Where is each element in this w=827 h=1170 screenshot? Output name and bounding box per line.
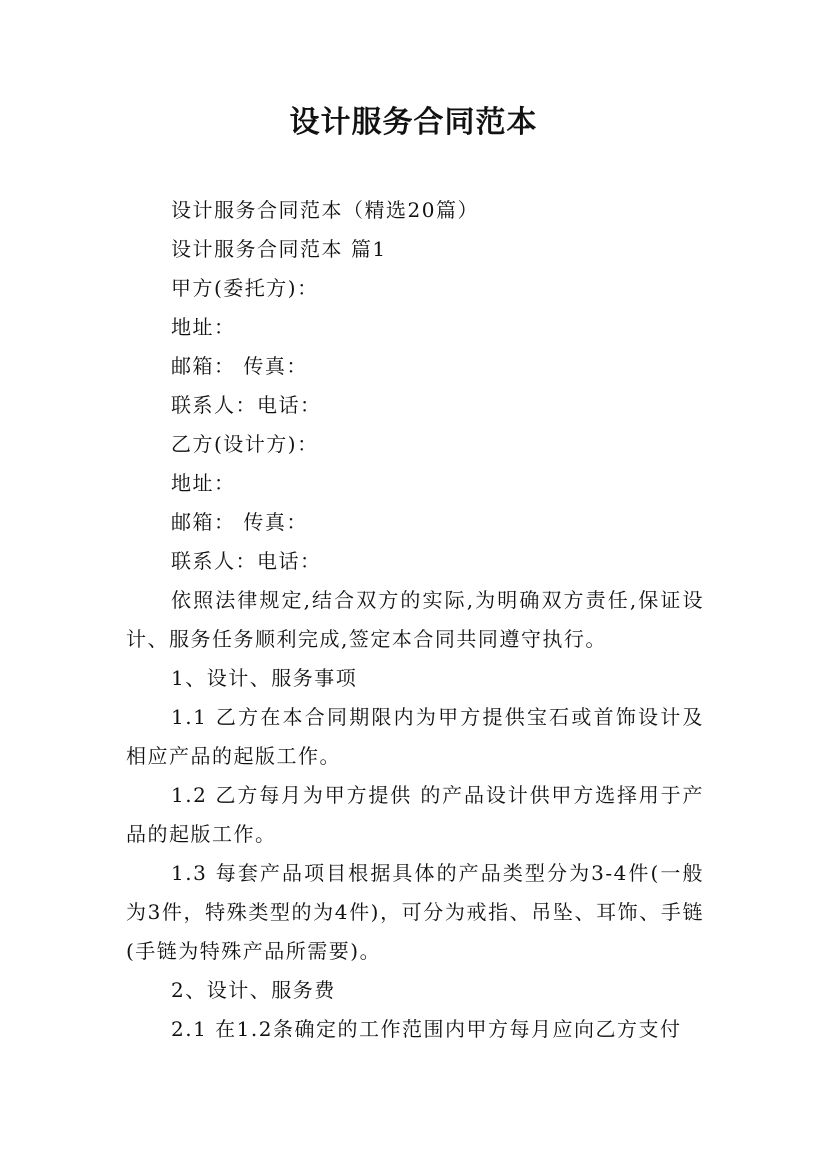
party-b-email-fax: 邮箱： 传真：: [171, 510, 308, 534]
document-body: [126, 191, 704, 1049]
clause-1-2: 1.2 乙方每月为甲方提供 的产品设计供甲方选择用于产品的起版工作。: [126, 783, 704, 846]
party-a-contact-phone: 联系人：电话：: [171, 393, 322, 417]
party-b-contact-phone: 联系人：电话：: [171, 549, 322, 573]
party-a-label: 甲方(委托方)：: [171, 276, 319, 300]
document-title: 设计服务合同范本: [289, 105, 538, 140]
preamble-paragraph: 依照法律规定,结合双方的实际,为明确双方责任,保证设计、服务任务顺利完成,签定本合同共同遵守执行。: [126, 588, 704, 651]
clause-heading-1: 1、设计、服务事项: [171, 666, 358, 690]
party-a-address: 地址：: [171, 315, 236, 339]
clause-heading-2: 2、设计、服务费: [171, 978, 336, 1002]
clause-1-3: 1.3 每套产品项目根据具体的产品类型分为3-4件(一般为3件，特殊类型的为4件)，可分为戒指、吊坠、耳饰、手链(手链为特殊产品所需要)。: [126, 861, 704, 963]
section-heading: 设计服务合同范本 篇1: [171, 237, 387, 261]
subtitle-paragraph: 设计服务合同范本（精选20篇）: [171, 198, 479, 222]
party-a-email-fax: 邮箱： 传真：: [171, 354, 308, 378]
party-b-label: 乙方(设计方)：: [171, 432, 319, 456]
clause-2-1: 2.1 在1.2条确定的工作范围内甲方每月应向乙方支付: [171, 1017, 682, 1041]
clause-1-1: 1.1 乙方在本合同期限内为甲方提供宝石或首饰设计及相应产品的起版工作。: [126, 705, 704, 768]
party-b-address: 地址：: [171, 471, 236, 495]
